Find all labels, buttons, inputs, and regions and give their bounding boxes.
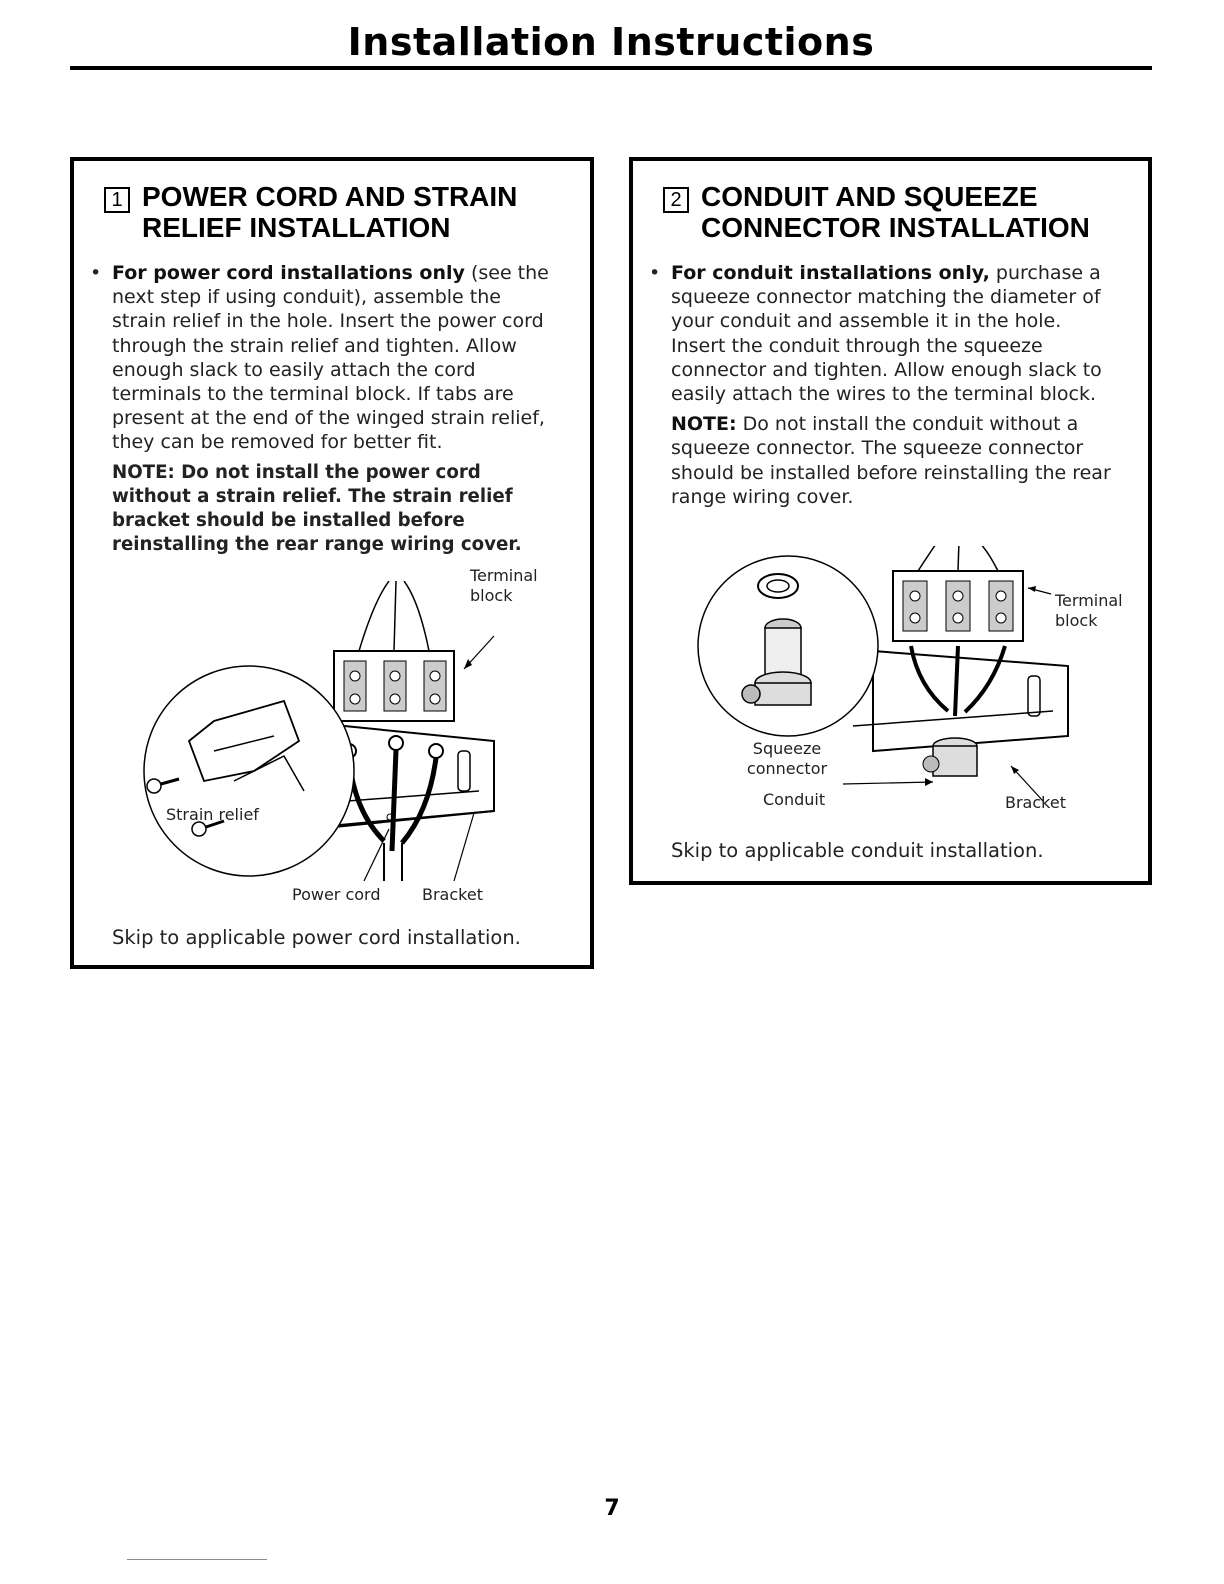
step1-bullet-text: (see the next step if using conduit), assemble the strain relief in the hole. Insert the power cord through the strain relief and tighten. Allow enough slack to easily attach the cord terminals to the terminal block. If tabs are present at the end of the winged strain relief, they can be removed for better fit. (112, 262, 549, 454)
step2-panel (629, 157, 1152, 885)
power-cord-diagram (134, 581, 554, 881)
step1-bullet: • For power cord installations only (see the next step if using conduit), assemble the strain relief in the hole. Insert the power cord through the strain relief and tighten. Allow enough slack to easily attach the cord terminals to the terminal block. If tabs are present at the end of the winged strain relief, they can be removed for better fit. (90, 262, 549, 454)
step2-skip: Skip to applicable conduit installation. (671, 839, 1044, 862)
step1-panel (70, 157, 594, 969)
page-number: 7 (604, 1496, 620, 1521)
step2-title (701, 181, 1090, 243)
step2-note (671, 412, 1111, 509)
step1-body (90, 261, 552, 557)
step2-body (649, 261, 1111, 509)
step1-title (142, 181, 517, 243)
step2-title-line2: CONNECTOR INSTALLATION (701, 212, 1090, 243)
step1-label-strain-relief: Strain relief (166, 805, 259, 824)
bottom-link-underline[interactable] (127, 1559, 267, 1560)
step1-label-terminal: Terminal block (470, 566, 538, 605)
step1-note: NOTE: Do not install the power cord without a strain relief. The strain relief bracket should be installed before reinstalling the rear range wiring cover. (112, 461, 522, 556)
step2-label-terminal: Terminal block (1055, 591, 1123, 630)
step1-title-line1: POWER CORD AND STRAIN (142, 181, 518, 212)
step2-bullet-bold: For conduit installations only, (671, 262, 990, 284)
title-rule (70, 66, 1152, 70)
step2-bullet: • For conduit installations only, purchase a squeeze connector matching the diameter of your conduit and assemble it in the hole. Insert the conduit through the squeeze connector and tighten. Allow enough slack to easily attach the wires to the terminal block. (649, 262, 1102, 406)
step1-skip: Skip to applicable power cord installation. (112, 926, 521, 949)
step2-bullet-text: purchase a squeeze connector matching the diameter of your conduit and assemble it in the hole. Insert the conduit through the squeeze connector and tighten. Allow enough slack to easily attach the wires to the terminal block. (671, 262, 1102, 406)
step2-label-conduit: Conduit (763, 790, 826, 809)
step2-note-label: NOTE: (671, 413, 737, 436)
page-title: Installation Instructions (347, 20, 875, 64)
step1-bullet-bold: For power cord installations only (112, 262, 465, 284)
step1-title-line2: RELIEF INSTALLATION (142, 212, 451, 243)
step2-label-squeeze-connector: Squeeze connector (746, 739, 828, 778)
step1-number: 1 (104, 187, 130, 213)
step1-label-power-cord: Power cord (292, 885, 381, 904)
step2-label-bracket: Bracket (1005, 793, 1066, 812)
step2-number: 2 (663, 187, 689, 213)
step2-title-line1: CONDUIT AND SQUEEZE (701, 181, 1038, 212)
step1-label-bracket: Bracket (422, 885, 483, 904)
step2-note-text: Do not install the conduit without a squeeze connector. The squeeze connector should be installed before reinstalling the rear range wiring cover. (671, 413, 1111, 508)
